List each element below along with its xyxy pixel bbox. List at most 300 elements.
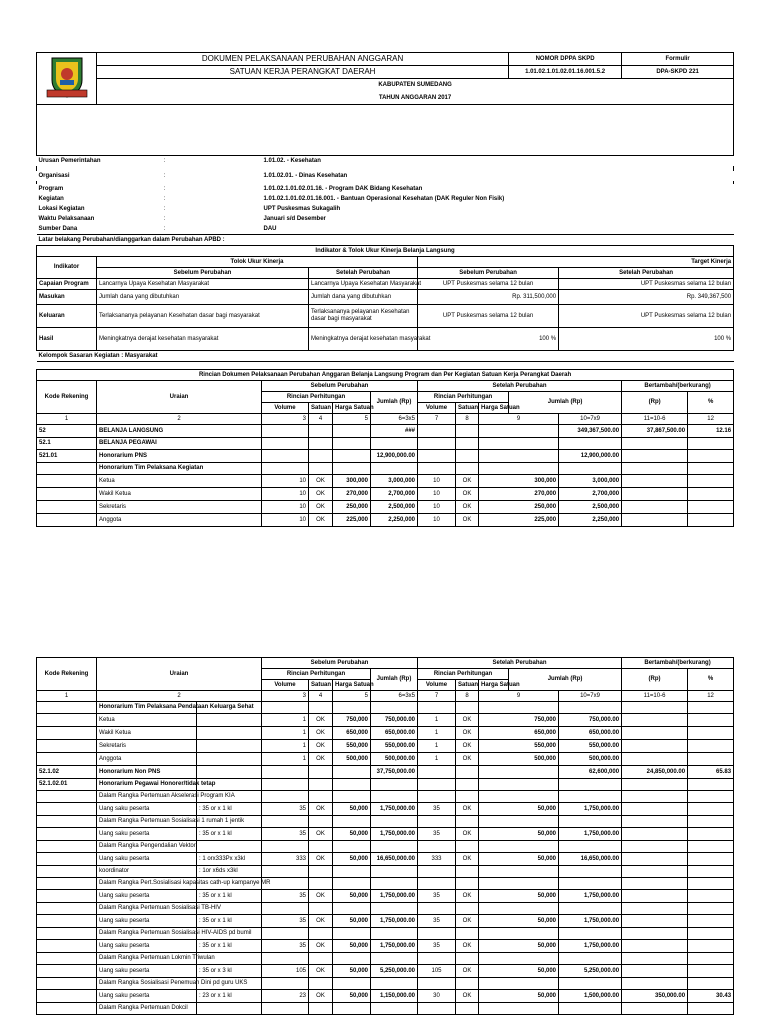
satuan-cell: OK [456,714,479,727]
col-tolok-sebelum: Sebelum Perubahan [97,268,309,279]
satuan-cell [456,841,479,853]
col-indikator: Indikator [37,257,97,279]
uraian-cell: Honorarium Non PNS [97,766,197,779]
satuan-cell: OK [309,965,333,978]
uraian-cell: Ketua [97,475,262,488]
volume-cell [418,450,456,463]
jumlah-cell: 37,750,000.00 [371,766,418,779]
jumlah-cell: 2,500,000 [559,501,622,514]
harga-cell: 250,000 [479,501,559,514]
harga-cell: 50,000 [333,890,371,903]
kode-rekening-cell [37,1003,97,1015]
jumlah-cell [371,878,418,890]
jumlah-cell: 3,000,000 [559,475,622,488]
table-row [37,841,734,853]
satuan-cell [309,425,333,438]
formulir-value: DPA-SKPD 221 [622,66,734,79]
harga-cell: 500,000 [479,753,559,766]
info-value: 1.01.02.1.01.02.01.16.001. - Bantuan Operasional Kesehatan (DAK Reguler Non Fisik) [263,195,505,202]
volume-cell [262,438,309,450]
uraian-cell: Honorarium Pegawai Honorer/tidak tetap [97,779,197,791]
latar-belakang: Latar belakang Perubahan/dianggarkan dalam Perubahan APBD : [37,235,734,246]
uraian-cell: Uang saku peserta [97,965,197,978]
harga-cell [479,702,559,714]
persen-cell [688,816,734,828]
volume-cell: 1 [262,753,309,766]
uraian-note-cell: : 23 or x 1 kl [197,990,262,1003]
volume-cell [262,866,309,878]
harga-cell: 50,000 [479,890,559,903]
kode-rekening-cell [37,903,97,915]
harga-cell: 50,000 [333,990,371,1003]
harga-cell [333,903,371,915]
jumlah-cell: 2,250,000 [559,514,622,527]
volume-cell [418,928,456,940]
volume-cell [262,978,309,990]
harga-cell [333,425,371,438]
harga-cell: 550,000 [333,740,371,753]
satuan-cell: OK [309,853,333,866]
kode-rekening-cell [37,816,97,828]
volume-cell [262,841,309,853]
harga-cell: 50,000 [333,853,371,866]
selisih-cell [622,714,688,727]
table-row [37,514,734,527]
harga-cell [479,779,559,791]
kode-rekening-cell [37,501,97,514]
harga-cell [479,463,559,475]
table-row [37,828,734,841]
jumlah-cell: 1,750,000.00 [559,940,622,953]
col-jumlah-setelah: Jumlah (Rp) [509,392,622,414]
table-row [37,953,734,965]
kode-rekening-cell: 521.01 [37,450,97,463]
volume-cell [262,766,309,779]
col-rp: (Rp) [622,392,688,414]
satuan-cell: OK [456,475,479,488]
kode-rekening-cell: 52 [37,425,97,438]
volume-cell [418,779,456,791]
jumlah-cell: 750,000.00 [371,714,418,727]
persen-cell [688,890,734,903]
volume-cell [262,425,309,438]
satuan-cell [456,438,479,450]
jumlah-cell: 12,900,000.00 [371,450,418,463]
kode-rekening-cell [37,702,97,714]
volume-cell: 35 [418,828,456,841]
selisih-cell [622,1003,688,1015]
persen-cell [688,438,734,450]
col-sebelum: Sebelum Perubahan [262,658,418,669]
kode-rekening-cell [37,475,97,488]
harga-cell: 750,000 [333,714,371,727]
kode-rekening-cell [37,714,97,727]
satuan-cell [309,702,333,714]
uraian-cell: Dalam Rangka Pertemuan Dokcil [97,1003,197,1015]
harga-cell [479,816,559,828]
jumlah-cell: 2,500,000 [371,501,418,514]
volume-cell: 10 [262,488,309,501]
col-rp: (Rp) [622,669,688,691]
uraian-cell: Dalam Rangka Pertemuan Lokmin Triwulan [97,953,197,965]
harga-cell [479,841,559,853]
satuan-cell [309,791,333,803]
kode-rekening-cell [37,866,97,878]
info-value: 1.01.02.1.01.02.01.16. - Program DAK Bidang Kesehatan [263,185,423,192]
col-jumlah-sebelum: Jumlah (Rp) [371,669,418,691]
satuan-cell: OK [309,890,333,903]
volume-cell [418,438,456,450]
selisih-cell [622,727,688,740]
volume-cell [418,702,456,714]
selisih-cell [622,779,688,791]
harga-cell: 650,000 [479,727,559,740]
persen-cell [688,450,734,463]
volume-cell: 1 [418,740,456,753]
rincian-title: Rincian Dokumen Pelaksanaan Perubahan Anggaran Belanja Langsung Program dan Per Kegiatan Satuan Kerja Perangkat Daerah [37,370,734,381]
jumlah-cell [559,791,622,803]
selisih-cell [622,978,688,990]
volume-cell [418,903,456,915]
jumlah-cell [559,702,622,714]
satuan-cell: OK [456,853,479,866]
jumlah-cell: 62,600,000 [559,766,622,779]
satuan-cell [456,766,479,779]
selisih-cell [622,753,688,766]
jumlah-cell: 2,250,000 [371,514,418,527]
uraian-cell: Uang saku peserta [97,940,197,953]
satuan-cell [456,866,479,878]
volume-cell: 1 [418,753,456,766]
table-row [37,779,734,791]
jumlah-cell [371,791,418,803]
jumlah-cell [559,463,622,475]
kode-rekening-cell [37,463,97,475]
persen-cell [688,953,734,965]
harga-cell [333,766,371,779]
selisih-cell [622,965,688,978]
col-harga: Harga Satuan [333,680,371,691]
selisih-cell [622,514,688,527]
harga-cell [479,791,559,803]
kode-rekening-cell [37,978,97,990]
volume-cell [262,953,309,965]
volume-cell: 1 [418,714,456,727]
persen-cell [688,753,734,766]
satuan-cell: OK [309,714,333,727]
table-row [37,940,734,953]
blank-area [37,105,734,156]
volume-cell: 333 [418,853,456,866]
jumlah-cell: 1,750,000.00 [371,890,418,903]
satuan-cell [309,1003,333,1015]
satuan-cell [309,953,333,965]
satuan-cell [456,928,479,940]
volume-cell: 35 [262,915,309,928]
uraian-cell: Honorarium Tim Pelaksana Pendataan Keluarga Sehat [97,702,197,714]
kelompok-sasaran: Kelompok Sasaran Kegiatan : Masyarakat [37,351,734,362]
info-label: Organisasi [38,172,70,179]
satuan-cell [309,463,333,475]
col-harga: Harga Satuan [479,680,509,691]
volume-cell [262,816,309,828]
jumlah-cell [371,816,418,828]
volume-cell [262,928,309,940]
kode-rekening-cell [37,990,97,1003]
satuan-cell [309,866,333,878]
uraian-cell: Dalam Rangka Pert.Sosialisasi kapasitas cath-up kampanye MR [97,878,197,890]
col-rincian-sebelum: Rincian Perhitungan [262,669,371,680]
kode-rekening-cell [37,928,97,940]
harga-cell [333,450,371,463]
satuan-cell [309,978,333,990]
uraian-cell: Dalam Rangka Pertemuan Sosialisasi TB-HIV [97,903,197,915]
persen-cell [688,740,734,753]
harga-cell [333,841,371,853]
uraian-cell: Sekretaris [97,740,197,753]
persen-cell [688,463,734,475]
harga-cell [479,766,559,779]
satuan-cell [309,878,333,890]
table-row [37,702,734,714]
satuan-cell [456,425,479,438]
selisih-cell [622,878,688,890]
harga-cell [333,978,371,990]
satuan-cell: OK [456,727,479,740]
volume-cell: 10 [418,488,456,501]
nomor-label: NOMOR DPPA SKPD [509,53,622,66]
harga-cell [333,816,371,828]
col-jumlah-sebelum: Jumlah (Rp) [371,392,418,414]
kode-rekening-cell [37,791,97,803]
jumlah-cell: 500,000.00 [371,753,418,766]
jumlah-cell [371,1003,418,1015]
satuan-cell: OK [456,740,479,753]
sumedang-logo-icon [44,54,90,100]
info-row: Lokasi Kegiatan : UPT Puskesmas Sukagalih [37,204,734,214]
col-satuan: Satuan [456,680,479,691]
volume-cell: 10 [418,501,456,514]
harga-cell [479,438,559,450]
jumlah-cell [559,878,622,890]
uraian-note-cell: : 35 or x 1 kl [197,915,262,928]
volume-cell: 35 [262,803,309,816]
volume-cell [262,779,309,791]
col-bertambah: Bertambah/(berkurang) [622,658,734,669]
jumlah-cell: 349,367,500.00 [559,425,622,438]
selisih-cell [622,866,688,878]
harga-cell [479,953,559,965]
uraian-cell: Dalam Rangka Sosialisasi Penemuan Dini pd guru UKS [97,978,197,990]
satuan-cell: OK [309,475,333,488]
jumlah-cell [371,978,418,990]
satuan-cell: OK [309,915,333,928]
uraian-note-cell [197,740,262,753]
jumlah-cell [559,928,622,940]
satuan-cell [309,766,333,779]
satuan-cell [456,816,479,828]
jumlah-cell: 1,750,000.00 [371,803,418,816]
col-kode-rekening: Kode Rekening [37,658,97,691]
table-row [37,450,734,463]
persen-cell [688,702,734,714]
kode-rekening-cell [37,890,97,903]
uraian-cell: Uang saku peserta [97,890,197,903]
uraian-cell: Dalam Rangka Pertemuan Akselerasi Program KIA [97,791,197,803]
harga-cell: 50,000 [479,915,559,928]
jumlah-cell [371,953,418,965]
jumlah-cell [559,438,622,450]
jumlah-cell: 16,650,000.00 [559,853,622,866]
uraian-cell: Wakil Ketua [97,727,197,740]
harga-cell: 50,000 [479,828,559,841]
satuan-cell: OK [309,727,333,740]
col-volume: Volume [418,403,456,414]
uraian-note-cell [197,727,262,740]
jumlah-cell: 550,000.00 [559,740,622,753]
satuan-cell: OK [309,753,333,766]
satuan-cell: OK [456,915,479,928]
persen-cell [688,475,734,488]
kode-rekening-cell [37,940,97,953]
jumlah-cell: ### [371,425,418,438]
selisih-cell [622,438,688,450]
satuan-cell [456,779,479,791]
harga-cell: 300,000 [333,475,371,488]
kode-rekening-cell [37,878,97,890]
volume-cell: 35 [418,890,456,903]
uraian-cell: Uang saku peserta [97,853,197,866]
volume-cell [262,463,309,475]
jumlah-cell: 2,700,000 [371,488,418,501]
jumlah-cell [371,928,418,940]
satuan-cell: OK [309,514,333,527]
persen-cell [688,488,734,501]
table-row [37,791,734,803]
table-row [37,853,734,866]
persen-cell [688,841,734,853]
harga-cell: 650,000 [333,727,371,740]
volume-cell: 1 [418,727,456,740]
harga-cell: 50,000 [333,803,371,816]
volume-cell [262,791,309,803]
harga-cell [479,425,559,438]
uraian-cell: Uang saku peserta [97,828,197,841]
col-harga: Harga Satuan [479,403,509,414]
harga-cell: 225,000 [333,514,371,527]
info-value: Januari s/d Desember [263,215,326,222]
harga-cell: 500,000 [333,753,371,766]
jumlah-cell [559,866,622,878]
volume-cell: 1 [262,727,309,740]
persen-cell [688,940,734,953]
harga-cell: 225,000 [479,514,559,527]
jumlah-cell: 1,750,000.00 [559,828,622,841]
table-row [37,965,734,978]
harga-cell [479,978,559,990]
kode-rekening-cell [37,915,97,928]
info-label: Kegiatan [38,195,64,202]
jumlah-cell: 1,750,000.00 [559,915,622,928]
jumlah-cell: 5,250,000.00 [371,965,418,978]
volume-cell [418,1003,456,1015]
info-row: Organisasi : 1.01.02.01. - Dinas Kesehatan [37,171,734,181]
table-row [37,753,734,766]
col-rincian-setelah: Rincian Perhitungan [418,392,509,403]
harga-cell: 50,000 [479,940,559,953]
selisih-cell [622,740,688,753]
selisih-cell [622,816,688,828]
jumlah-cell [559,978,622,990]
col-satuan: Satuan [309,680,333,691]
info-row: Program : 1.01.02.1.01.02.01.16. - Program DAK Bidang Kesehatan [37,184,734,194]
jumlah-cell: 3,000,000 [371,475,418,488]
selisih-cell [622,915,688,928]
table-row [37,915,734,928]
harga-cell [479,866,559,878]
satuan-cell: OK [456,501,479,514]
satuan-cell [309,928,333,940]
kode-rekening-cell [37,841,97,853]
volume-cell: 10 [262,501,309,514]
kode-rekening-cell [37,727,97,740]
kode-rekening-cell: 52.1 [37,438,97,450]
persen-cell [688,965,734,978]
table-row [37,488,734,501]
nomor-value: 1.01.02.1.01.02.01.16.001.5.2 [509,66,622,79]
info-value: DAU [263,225,277,232]
volume-cell: 10 [418,514,456,527]
persen-cell [688,915,734,928]
volume-cell: 35 [418,940,456,953]
harga-cell: 50,000 [479,990,559,1003]
persen-cell [688,978,734,990]
selisih-cell [622,841,688,853]
formulir-label: Formulir [622,53,734,66]
uraian-cell: Wakil Ketua [97,488,262,501]
table-row [37,425,734,438]
selisih-cell [622,463,688,475]
harga-cell [333,702,371,714]
jumlah-cell: 16,650,000.00 [371,853,418,866]
uraian-note-cell [197,1003,262,1015]
table-row [37,714,734,727]
satuan-cell: OK [456,940,479,953]
satuan-cell [456,1003,479,1015]
table-row [37,890,734,903]
logo-cell [37,53,97,105]
rincian-body-2 [37,702,734,1015]
region-name: KABUPATEN SUMEDANG [378,82,452,88]
volume-cell: 1 [262,740,309,753]
volume-cell [262,903,309,915]
col-volume: Volume [418,680,456,691]
jumlah-cell: 1,750,000.00 [371,940,418,953]
col-pct: % [688,669,734,691]
harga-cell: 550,000 [479,740,559,753]
kode-rekening-cell [37,828,97,841]
jumlah-cell [371,903,418,915]
info-row: Urusan Pemerintahan : 1.01.02. - Kesehatan [37,156,734,167]
satuan-cell [456,463,479,475]
volume-cell [418,816,456,828]
uraian-cell: Honorarium PNS [97,450,262,463]
volume-cell: 35 [262,940,309,953]
satuan-cell: OK [309,501,333,514]
harga-cell: 50,000 [479,803,559,816]
kode-rekening-cell [37,488,97,501]
col-uraian: Uraian [97,381,262,414]
